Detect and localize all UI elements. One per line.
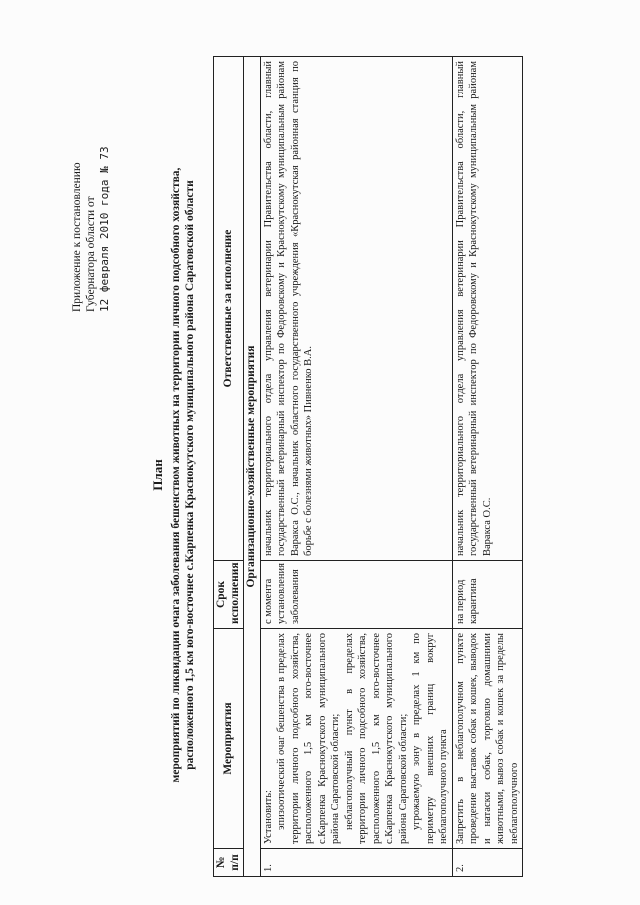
header-responsible: Ответственные за исполнение: [214, 57, 244, 561]
approval-date: 12 февраля 2010 года № 73: [98, 146, 111, 312]
doc-subtitle-line-2: расположенного 1,5 км юго-восточнее с.Карпенка Краснокутского муниципального района Саратовской области: [184, 180, 196, 770]
section-row: [244, 57, 261, 877]
row-term: с момента установления заболевания: [260, 561, 452, 629]
header-row: [214, 57, 244, 877]
title-block: [150, 75, 197, 875]
doc-subtitle-line-1: мероприятий по ликвидации очага заболевания бешенством животных на территории личного подсобного хозяйства,: [170, 167, 182, 783]
header-num: № п/п: [214, 849, 244, 877]
row-number: 2.: [452, 849, 523, 877]
table-row: [452, 57, 523, 877]
header-measures: Мероприятия: [214, 629, 244, 849]
plan-table: [213, 56, 523, 877]
row-term: на период карантина: [452, 561, 523, 629]
approval-line-2: Губернатора области от: [85, 196, 97, 312]
measure-paragraph: угрожаемую зону в пределах 1 км по периметру внешних границ вокруг неблагополучного пункта: [411, 633, 449, 844]
table-row: [260, 57, 452, 877]
section-title: Организационно-хозяйственные мероприятия: [244, 57, 261, 877]
measure-paragraph: Установить:: [262, 790, 274, 844]
row-responsible: начальник территориального отдела управления ветеринарии Правительства области, главный государственный ветеринарный инспектор по Федоровскому и Краснокутскому муниципальным районам Варакса О.С., начальник областного государственного учреждения «Краснокутская районная станция по борьбе с болезнями животных» Пивненко В.А.: [260, 57, 452, 561]
measure-paragraph: Запретить в неблагополучном пункте проведение выставок собак и кошек, выводок и натаски собак, торговлю домашними животными, вывоз собак и кошек за пределы неблагополучного: [454, 633, 520, 844]
row-measures: [260, 629, 452, 849]
doc-title: План: [150, 459, 165, 491]
row-measures: [452, 629, 523, 849]
header-term: Срок исполнения: [214, 561, 244, 629]
row-responsible: начальник территориального отдела управления ветеринарии Правительства области, главный государственный ветеринарный инспектор по Федоровскому и Краснокутскому муниципальным районам Варакса О.С.: [452, 57, 523, 561]
row-number: 1.: [260, 849, 452, 877]
measure-paragraph: эпизоотический очаг бешенства в пределах территории личного подсобного хозяйства, расположенного 1,5 км юго-восточнее с.Карпенка Краснокутского муниципального района Саратовской области;: [276, 633, 341, 844]
approval-stamp: [70, 42, 112, 312]
measure-paragraph: неблагополучный пункт в пределах территории личного подсобного хозяйства, расположенного 1,5 км юго-восточнее с.Карпенка Краснокутского муниципального района Саратовской области;: [343, 633, 409, 844]
approval-line-1: Приложение к постановлению: [71, 162, 83, 312]
